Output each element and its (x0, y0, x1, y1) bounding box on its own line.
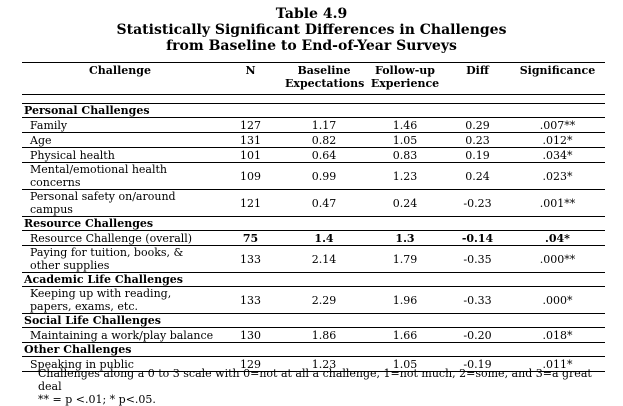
table-subtitle: from Baseline to End-of-Year Surveys (166, 38, 457, 54)
row-n: 133 (218, 246, 283, 273)
row-followup: 1.3 (365, 231, 445, 246)
row-n: 101 (218, 148, 283, 163)
row-diff: -0.35 (445, 246, 510, 273)
row-label: Keeping up with reading, papers, exams, etc. (22, 287, 218, 314)
row-diff: 0.23 (445, 133, 510, 148)
header-diff: Diff (466, 64, 489, 77)
table-row (22, 246, 605, 273)
row-label: Family (22, 118, 218, 133)
row-followup: 1.79 (365, 246, 445, 273)
row-n: 130 (218, 328, 283, 343)
row-label: Personal safety on/around campus (22, 190, 218, 217)
row-followup: 1.96 (365, 287, 445, 314)
header-followup-line1: Follow-up (375, 64, 435, 77)
row-label: Resource Challenge (overall) (22, 231, 218, 246)
row-n: 129 (218, 357, 283, 372)
section-row (22, 343, 605, 357)
table-row (22, 190, 605, 217)
header-baseline-line2: Expectations (285, 77, 365, 90)
row-baseline: 0.64 (283, 148, 365, 163)
row-baseline: 0.99 (283, 163, 365, 190)
header-n: N (245, 64, 256, 77)
section-row (22, 314, 605, 328)
table-row (22, 231, 605, 246)
row-n: 131 (218, 133, 283, 148)
row-baseline: 2.29 (283, 287, 365, 314)
header-followup (365, 63, 445, 95)
section-heading: Personal Challenges (22, 104, 605, 118)
table-title-block (0, 6, 623, 54)
row-diff: -0.33 (445, 287, 510, 314)
header-significance: Significance (519, 64, 596, 77)
row-significance: .023* (510, 163, 605, 190)
row-significance: .007** (510, 118, 605, 133)
row-diff: -0.20 (445, 328, 510, 343)
row-significance: .034* (510, 148, 605, 163)
row-followup: 1.05 (365, 133, 445, 148)
row-significance: .000** (510, 246, 605, 273)
row-n: 127 (218, 118, 283, 133)
scale-note: Challenges along a 0 to 3 scale with 0=not at all a challenge, 1=not much, 2=some, and 3=a great deal (38, 367, 592, 393)
row-diff: 0.19 (445, 148, 510, 163)
table-title: Statistically Significant Differences in Challenges (116, 22, 507, 38)
row-significance: .000* (510, 287, 605, 314)
row-significance: .018* (510, 328, 605, 343)
row-diff: 0.24 (445, 163, 510, 190)
section-heading: Other Challenges (22, 343, 605, 357)
row-baseline: 0.47 (283, 190, 365, 217)
row-baseline: 1.23 (283, 357, 365, 372)
row-diff: -0.23 (445, 190, 510, 217)
row-baseline: 1.17 (283, 118, 365, 133)
row-followup: 1.46 (365, 118, 445, 133)
table-row (22, 163, 605, 190)
row-baseline: 2.14 (283, 246, 365, 273)
row-n: 133 (218, 287, 283, 314)
row-significance: .011* (510, 357, 605, 372)
row-baseline: 0.82 (283, 133, 365, 148)
table-row (22, 328, 605, 343)
row-baseline: 1.4 (283, 231, 365, 246)
table-notes (38, 367, 608, 406)
section-heading: Academic Life Challenges (22, 273, 605, 287)
table-number: Table 4.9 (275, 6, 348, 22)
row-diff: -0.19 (445, 357, 510, 372)
significance-note: ** = p <.01; * p<.05. (38, 393, 156, 406)
header-baseline (283, 63, 365, 95)
row-followup: 1.66 (365, 328, 445, 343)
header-baseline-line1: Baseline (297, 64, 351, 77)
row-label: Physical health (22, 148, 218, 163)
row-label: Maintaining a work/play balance (22, 328, 218, 343)
row-n: 75 (218, 231, 283, 246)
significance-table (22, 62, 605, 372)
header-challenge: Challenge (89, 64, 151, 77)
table-row (22, 287, 605, 314)
row-followup: 0.24 (365, 190, 445, 217)
section-row (22, 217, 605, 231)
section-row (22, 273, 605, 287)
row-diff: -0.14 (445, 231, 510, 246)
row-significance: .001** (510, 190, 605, 217)
section-heading: Resource Challenges (22, 217, 605, 231)
row-label: Speaking in public (22, 357, 218, 372)
row-significance: .012* (510, 133, 605, 148)
table-row (22, 133, 605, 148)
row-baseline: 1.86 (283, 328, 365, 343)
row-diff: 0.29 (445, 118, 510, 133)
row-significance: .04* (510, 231, 605, 246)
row-label: Age (22, 133, 218, 148)
table-row (22, 148, 605, 163)
row-followup: 1.05 (365, 357, 445, 372)
row-label: Mental/emotional health concerns (22, 163, 218, 190)
section-row (22, 104, 605, 118)
row-followup: 1.23 (365, 163, 445, 190)
header-row (22, 63, 605, 95)
section-heading: Social Life Challenges (22, 314, 605, 328)
row-n: 109 (218, 163, 283, 190)
row-label: Paying for tuition, books, & other supplies (22, 246, 218, 273)
row-n: 121 (218, 190, 283, 217)
header-followup-line2: Experience (370, 77, 440, 90)
header-spacer (22, 95, 605, 104)
table-row (22, 118, 605, 133)
row-followup: 0.83 (365, 148, 445, 163)
